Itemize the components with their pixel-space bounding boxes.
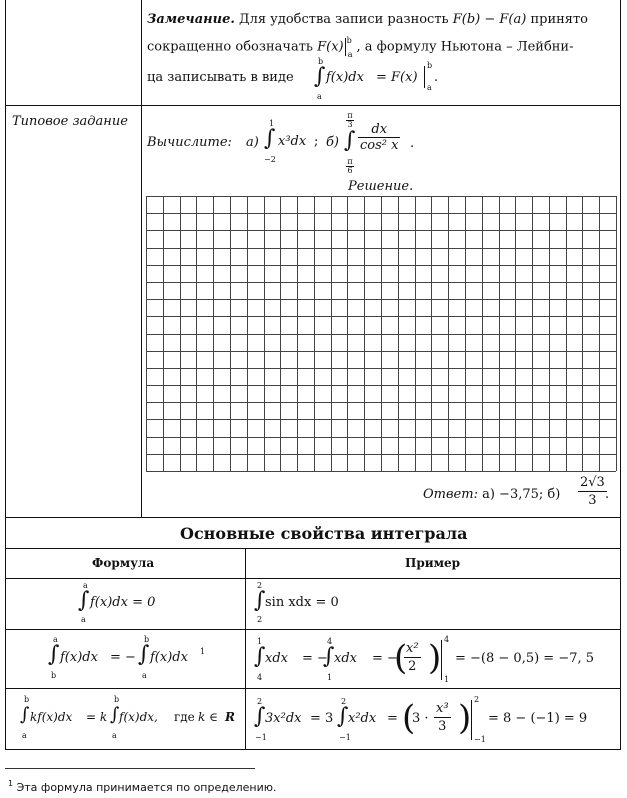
- grid-line-h: [146, 196, 616, 197]
- row3-f-where: где: [174, 710, 195, 724]
- row3-f-right: f(x)dx,: [119, 710, 158, 724]
- row3-f-upper2: b: [114, 695, 120, 704]
- row2-e-bar-upper: 4: [444, 635, 450, 644]
- integral-sign: ∫: [264, 126, 276, 151]
- task-a-lower: −2: [264, 155, 276, 164]
- task-b-den: cos² x: [360, 138, 399, 153]
- remark-line-1: [147, 12, 588, 28]
- grid-line-h: [146, 213, 616, 214]
- row2-e-mid: = −: [302, 651, 328, 666]
- answer-line: [423, 487, 560, 503]
- integral-sign: ∫: [78, 588, 90, 613]
- integral-sign: ∫: [48, 642, 60, 667]
- row2-e-left: xdx: [265, 651, 288, 666]
- col-example-header: Пример: [405, 556, 461, 570]
- grid-line-h: [146, 385, 616, 386]
- answer-b-den: 3: [588, 493, 597, 508]
- remark-text-2-mid: , а формулу Ньютона – Лейбни-: [356, 39, 574, 55]
- task-a-integrand: x³dx: [278, 134, 307, 149]
- prop-row-1-formula: [78, 582, 188, 626]
- row1-f-upper: a: [83, 581, 88, 590]
- remark-label: Замечание.: [147, 12, 235, 27]
- row2-e-lower2: 1: [327, 673, 333, 682]
- grid-line-h: [146, 351, 616, 352]
- row3-f-lower2: a: [112, 731, 117, 740]
- row3-f-set: R: [225, 710, 235, 724]
- remark-int-lower: a: [317, 92, 322, 101]
- remark-text-3: ца записывать в виде: [147, 70, 294, 85]
- remark-int-eq: = F(x): [376, 70, 418, 85]
- integral-sign: ∫: [254, 704, 266, 729]
- task-b-lower-num: π: [347, 157, 353, 166]
- remark-text-2: сокращенно обозначать: [147, 39, 313, 55]
- row3-e-left: 3x²dx: [265, 711, 302, 726]
- remark-text-1-end: принято: [530, 12, 588, 27]
- row3-f-mid: = k: [86, 710, 108, 724]
- row1-e-upper: 2: [257, 581, 263, 590]
- grid-line-h: [146, 316, 616, 317]
- task-b-upper-num: π: [347, 111, 353, 120]
- task-b-integral: $\frac{\pi}{3}$ ∫ $\frac{\pi}{6}$ $\frac{dx}{\text{cos² x}}$ .: [344, 111, 415, 175]
- row3-f-cond: k ∈: [198, 710, 218, 724]
- row1-formula: f(x)dx = 0: [90, 595, 156, 610]
- remark-integral: b ∫ a f(x)dx = F(x) b a .: [314, 57, 439, 101]
- row3-e-lower2: −1: [339, 733, 351, 742]
- grid-line-h: [146, 230, 616, 231]
- row-divider-3: [5, 548, 621, 549]
- grid-line-h: [146, 419, 616, 420]
- remark-int-upper: b: [318, 57, 324, 66]
- row3-e-result: = 8 − (−1) = 9: [488, 711, 588, 726]
- col-divider-top: [141, 0, 142, 517]
- properties-title: Основные свойства интеграла: [180, 524, 468, 543]
- integral-sign: ∫: [254, 644, 266, 669]
- col-formula-header: Формула: [92, 556, 155, 570]
- row2-e-upper1: 1: [257, 637, 263, 646]
- row2-f-left: f(x)dx: [60, 650, 98, 665]
- row2-e-right: xdx: [334, 651, 357, 666]
- answer-b-num: 2√3: [580, 475, 605, 490]
- row1-f-lower: a: [81, 615, 86, 624]
- row2-e-num: x²: [406, 641, 419, 656]
- row2-footnote-mark: 1: [200, 647, 206, 656]
- task-prompt: Вычислите:: [147, 135, 232, 150]
- row2-f-lower2: a: [142, 671, 147, 680]
- frame-right: [620, 0, 621, 750]
- prop-row-2-example: 1 ∫ 4 xdx = − 4 ∫ 1 xdx = − ( $\frac{\text{x²}}{2}$ ) 4 1 = −(8 − 0,5) = −7, 5: [254, 635, 595, 684]
- integral-sign: ∫: [337, 704, 349, 729]
- remark-sup-b: b: [346, 35, 352, 45]
- grid-line-v: [616, 196, 617, 471]
- row3-e-lower1: −1: [255, 733, 267, 742]
- grid-line-h: [146, 437, 616, 438]
- grid-line-h: [146, 334, 616, 335]
- answer-label: Ответ:: [423, 487, 478, 502]
- grid-line-h: [146, 265, 616, 266]
- row3-e-mid: = 3: [310, 711, 334, 726]
- grid-line-h: [146, 471, 616, 472]
- row3-e-den: 3: [438, 719, 447, 734]
- task-part-a: а): [246, 135, 259, 150]
- row2-e-upper2: 4: [327, 637, 333, 646]
- row2-f-upper2: b: [144, 635, 150, 644]
- row3-e-eq: =: [387, 711, 398, 726]
- row-divider-6: [5, 688, 621, 689]
- prop-row-2-formula: [48, 636, 238, 684]
- remark-sub-a: a: [347, 49, 353, 59]
- task-b-upper-den: 3: [347, 120, 353, 129]
- row2-e-den: 2: [408, 659, 417, 674]
- row3-f-lower1: a: [22, 731, 27, 740]
- grid-line-h: [146, 402, 616, 403]
- row3-f-upper1: b: [24, 695, 30, 704]
- remark-int-body: f(x)dx: [326, 70, 364, 85]
- row-divider-5: [5, 629, 621, 630]
- remark-fx: F(x): [317, 39, 344, 55]
- row3-e-bar-upper: 2: [474, 695, 480, 704]
- integral-sign: ∫: [344, 128, 356, 153]
- row2-f-mid: = −: [110, 650, 136, 665]
- integral-sign: ∫: [254, 588, 266, 613]
- row2-f-right: f(x)dx: [150, 650, 188, 665]
- solution-grid: [146, 196, 616, 471]
- row-divider-7: [5, 749, 621, 750]
- row2-f-lower1: b: [51, 671, 57, 680]
- remark-fb-fa: F(b) − F(a): [452, 12, 527, 27]
- task-b-lower-den: 6: [347, 166, 353, 175]
- row2-e-eq: = −: [372, 651, 398, 666]
- task-a-upper: 1: [269, 119, 275, 128]
- row3-e-upper1: 2: [257, 697, 263, 706]
- row-divider-1: [5, 105, 621, 106]
- prop-row-3-formula: [20, 696, 242, 744]
- remark-line-3: [147, 70, 294, 86]
- prop-row-1-example: [254, 582, 364, 626]
- row3-e-upper2: 2: [341, 697, 347, 706]
- row2-e-lower1: 4: [257, 673, 263, 682]
- task-part-b: б): [326, 135, 340, 150]
- footnote-text: Эта формула принимается по определению.: [16, 781, 277, 794]
- row2-f-upper1: a: [53, 635, 58, 644]
- row3-e-right: x²dx: [348, 711, 377, 726]
- grid-line-h: [146, 282, 616, 283]
- prop-row-3-example: 2 ∫ −1 3x²dx = 3 2 ∫ −1 x²dx = ( 3 · $\frac{\text{x³}}{3}$ ) 2 −1 = 8 − (−1) = 9: [254, 695, 588, 744]
- row1-e-lower: 2: [257, 615, 263, 624]
- footnote: [8, 780, 277, 796]
- integral-sign: ∫: [323, 644, 335, 669]
- integral-sign: ∫: [110, 704, 120, 725]
- row-divider-4: [5, 578, 621, 579]
- answer-a: а) −3,75;: [482, 487, 544, 502]
- task-b-num: dx: [358, 122, 400, 138]
- solution-label: Решение.: [348, 179, 414, 194]
- row1-example: sin xdx = 0: [265, 595, 339, 610]
- remark-eq-lower: a: [427, 83, 432, 92]
- grid-line-h: [146, 454, 616, 455]
- remark-line-2: [147, 35, 574, 59]
- remark-eq-upper: b: [427, 61, 433, 70]
- footnote-rule: [5, 768, 255, 769]
- grid-line-h: [146, 299, 616, 300]
- task-label: Типовое задание: [12, 114, 128, 129]
- row3-f-left: kf(x)dx: [30, 710, 73, 724]
- answer-b-label: б): [547, 487, 561, 502]
- row3-e-bar-lower: −1: [474, 735, 486, 744]
- row2-e-bar-lower: 1: [444, 675, 450, 684]
- row3-e-num: x³: [436, 701, 449, 716]
- frame-left: [5, 0, 6, 750]
- row-divider-2: [5, 517, 621, 518]
- task-sep: ;: [314, 134, 319, 149]
- integral-sign: ∫: [20, 704, 30, 725]
- col-divider-bottom: [245, 548, 246, 750]
- answer-b-frac: [578, 474, 607, 509]
- remark-text-1: Для удобства записи разность: [239, 12, 449, 27]
- footnote-mark: 1: [8, 779, 14, 788]
- row2-e-result: = −(8 − 0,5) = −7, 5: [455, 651, 595, 666]
- grid-line-h: [146, 248, 616, 249]
- grid-line-h: [146, 368, 616, 369]
- integral-sign: ∫: [314, 64, 326, 89]
- integral-sign: ∫: [138, 642, 150, 667]
